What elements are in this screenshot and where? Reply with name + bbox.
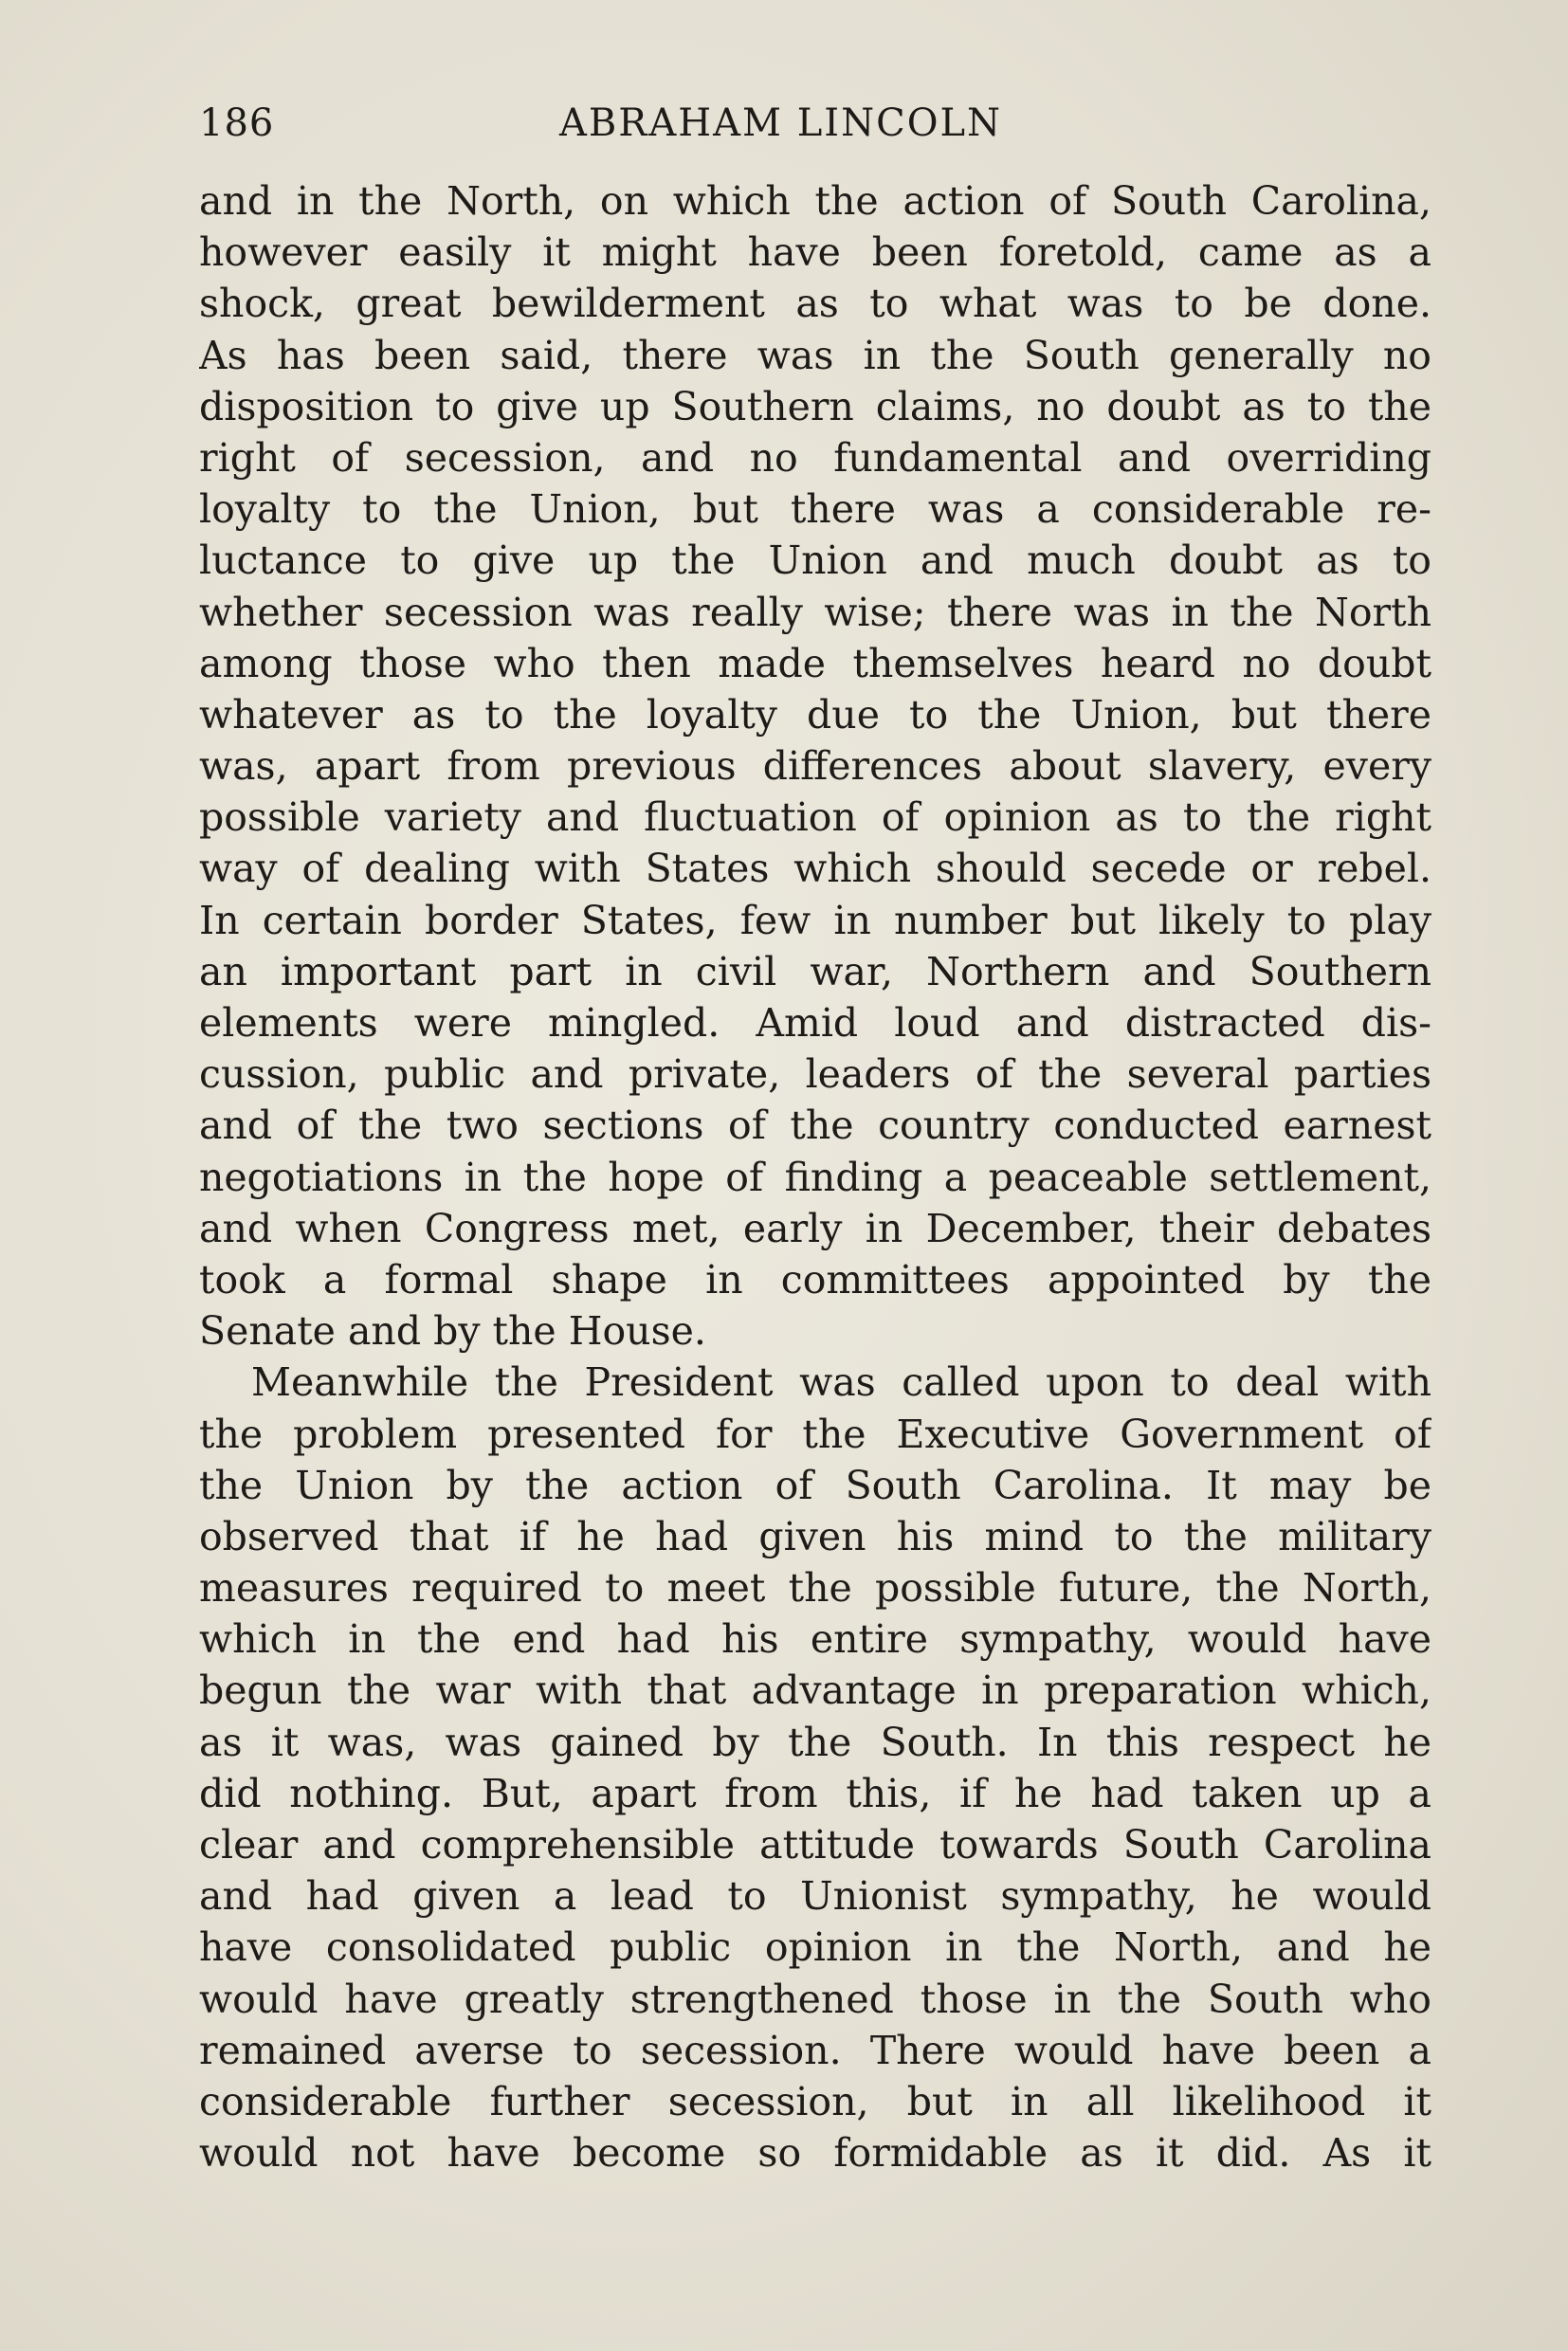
book-title: ABRAHAM LINCOLN <box>559 101 1003 145</box>
text-line: among those who then made themselves heard no doubt <box>199 640 1431 686</box>
text-line: In certain border States, few in number but likely to play <box>199 897 1431 943</box>
text-line: loyalty to the Union, but there was a considerable re- <box>199 486 1431 533</box>
text-line: disposition to give up Southern claims, no doubt as to the <box>199 383 1431 429</box>
text-line: cussion, public and private, leaders of the several parties <box>199 1051 1431 1098</box>
text-line: clear and comprehensible attitude towards South Carolina <box>199 1822 1431 1868</box>
text-line: and of the two sections of the country conducted earnest <box>199 1103 1431 1149</box>
paragraph <box>199 1357 1431 2178</box>
text-line: considerable further secession, but in all likelihood it <box>199 2078 1431 2124</box>
text-line: shock, great bewilderment as to what was to be done. <box>199 281 1431 327</box>
text-line: and when Congress met, early in December, their debates <box>199 1205 1431 1251</box>
text-line: elements were mingled. Amid loud and distracted dis- <box>199 1000 1431 1046</box>
text-line: the Union by the action of South Carolina. It may be <box>199 1462 1431 1508</box>
page-number: 186 <box>199 101 275 145</box>
text-line: luctance to give up the Union and much doubt as to <box>199 538 1431 584</box>
paragraph <box>199 175 1431 1357</box>
text-line: did nothing. But, apart from this, if he had taken up a <box>199 1770 1431 1816</box>
text-line: would not have become so formidable as it did. As it <box>199 2130 1431 2177</box>
text-line: the problem presented for the Executive Government of <box>199 1411 1431 1457</box>
text-line: possible variety and fluctuation of opinion as to the right <box>199 794 1431 841</box>
text-line: observed that if he had given his mind to the military <box>199 1513 1431 1559</box>
text-line: way of dealing with States which should secede or rebel. <box>199 846 1431 892</box>
text-line: would have greatly strengthened those in the South who <box>199 1976 1431 2022</box>
text-line: was, apart from previous differences about slavery, every <box>199 743 1431 790</box>
text-line: and had given a lead to Unionist sympathy, he would <box>199 1873 1431 1920</box>
text-line: Senate and by the House. <box>199 1308 706 1355</box>
running-head <box>199 95 1431 152</box>
text-line: an important part in civil war, Northern and Southern <box>199 948 1431 994</box>
text-line: right of secession, and no fundamental and overriding <box>199 434 1431 481</box>
body-text <box>199 175 1431 2178</box>
text-line: and in the North, on which the action of South Carolina, <box>199 178 1431 224</box>
text-line: whether secession was really wise; there was in the North <box>199 589 1431 635</box>
text-line: took a formal shape in committees appointed by the <box>199 1256 1431 1303</box>
text-line: remained averse to secession. There would have been a <box>199 2027 1431 2073</box>
text-line: Meanwhile the President was called upon to deal with <box>251 1359 1431 1406</box>
text-line: begun the war with that advantage in preparation which, <box>199 1668 1431 1714</box>
text-line: as it was, was gained by the South. In this respect he <box>199 1719 1431 1765</box>
text-line: have consolidated public opinion in the North, and he <box>199 1924 1431 1971</box>
text-line: negotiations in the hope of finding a peaceable settlement, <box>199 1154 1431 1200</box>
text-line: whatever as to the loyalty due to the Union, but there <box>199 691 1431 738</box>
text-line: measures required to meet the possible future, the North, <box>199 1565 1431 1612</box>
text-line: As has been said, there was in the South generally no <box>199 332 1431 378</box>
text-line: which in the end had his entire sympathy, would have <box>199 1616 1431 1663</box>
text-line: however easily it might have been foretold, came as a <box>199 229 1431 276</box>
